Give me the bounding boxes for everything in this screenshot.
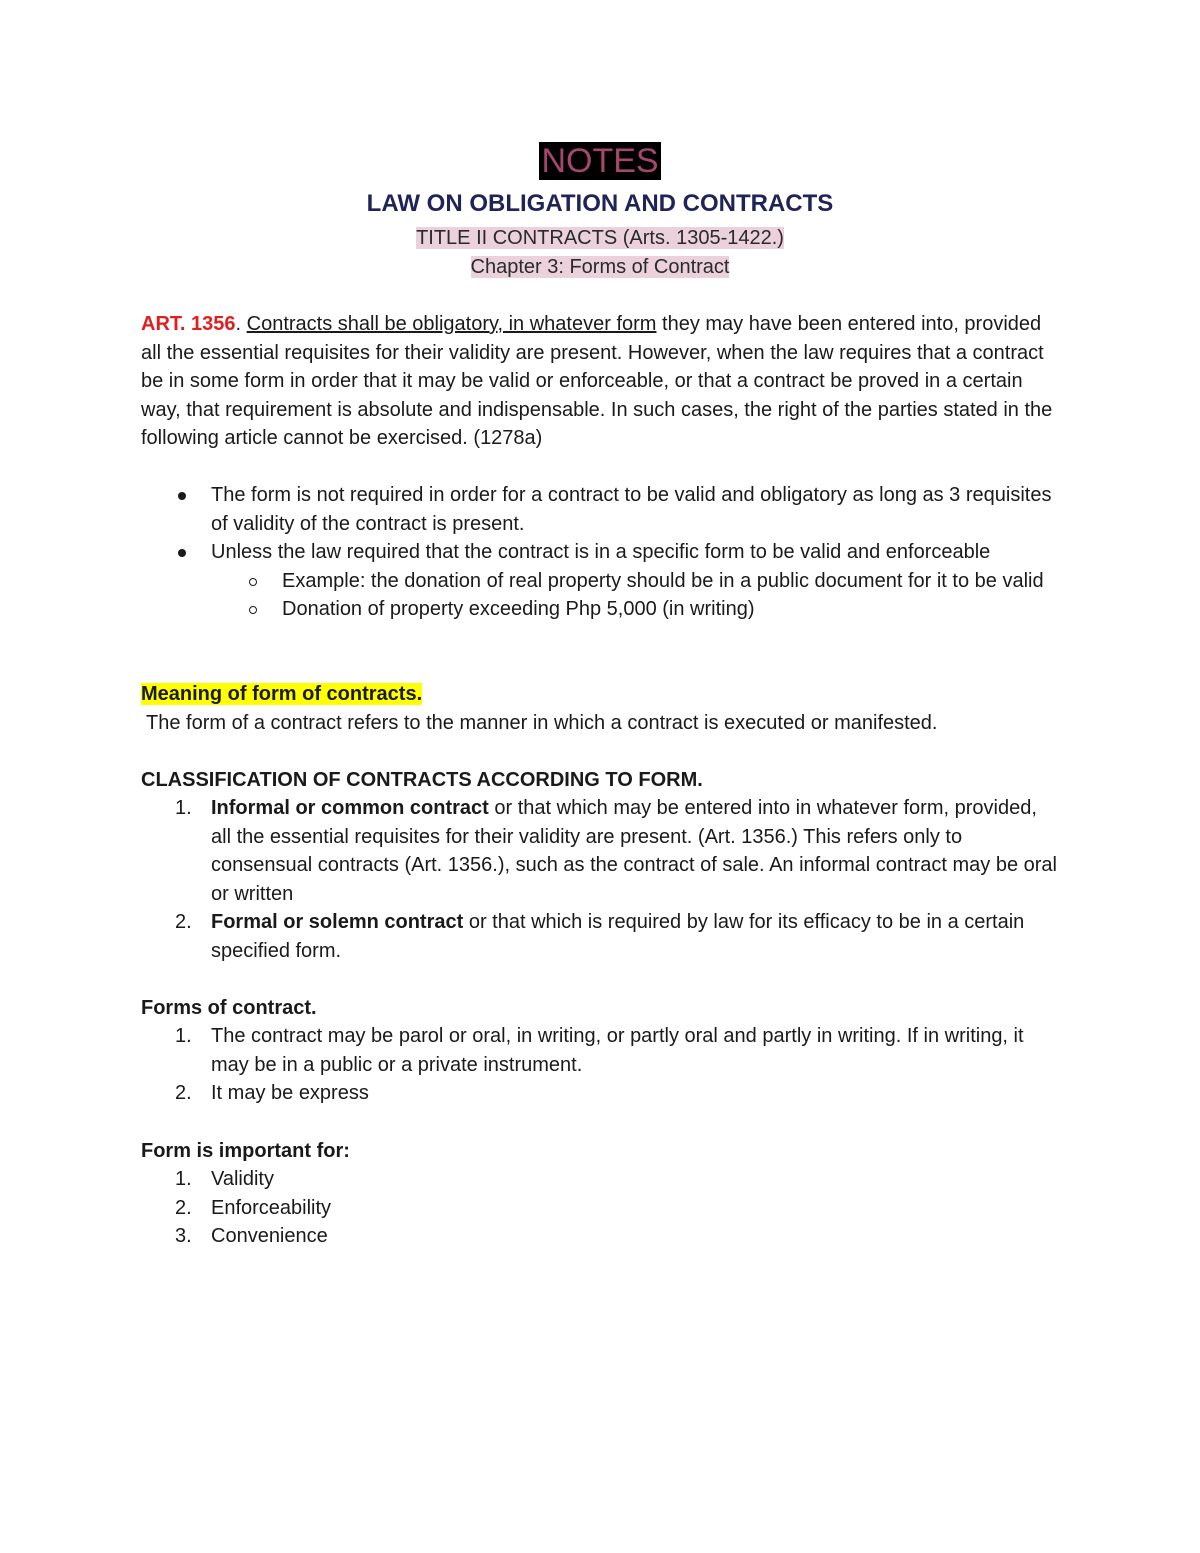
sub-bullet-text: Donation of property exceeding Php 5,000 (in writing) (282, 598, 755, 620)
list-item (141, 1194, 1061, 1223)
sub-bullet-text: Example: the donation of real property should be in a public document for it to be valid (282, 569, 1044, 592)
list-item (141, 908, 1061, 965)
list-number: 2. (175, 911, 192, 933)
meaning-heading (141, 680, 422, 708)
classification-list (141, 794, 1061, 965)
list-item-text: The contract may be parol or oral, in writing, or partly oral and partly in writing. If in writing, it may be in a public or a private instrument. (211, 1025, 1024, 1076)
list-number: 3. (175, 1225, 192, 1247)
notes-label (0, 141, 1200, 181)
list-item-term: Formal or solemn contract (211, 911, 464, 933)
list-item (141, 794, 1061, 908)
bullet-list (141, 481, 1061, 624)
list-number: 1. (175, 797, 192, 819)
title-subheading-text: TITLE II CONTRACTS (Arts. 1305-1422.) (416, 227, 784, 249)
article-text: they may have been entered into, provided all the essential requisites for their validity are present. However, when the law requires that a contract be in some form in order that it may be valid or enforceable, or that a contract be proved in a certain way, that requirement is absolute and indispensable. In such cases, the right of the parties stated in the following article cannot be exercised. (1278a) (141, 313, 1053, 449)
list-item-text: Validity (211, 1168, 274, 1190)
list-item (141, 1222, 1061, 1251)
meaning-heading-text: Meaning of form of contracts. (141, 683, 423, 705)
list-number: 1. (175, 1168, 192, 1190)
meaning-paragraph: The form of a contract refers to the manner in which a contract is executed or manifested. (146, 712, 938, 734)
notes-label-text: NOTES (541, 142, 659, 180)
forms-heading: Forms of contract. (141, 997, 317, 1019)
classification-heading: CLASSIFICATION OF CONTRACTS ACCORDING TO FORM. (141, 769, 703, 791)
circle-bullet-icon (249, 578, 257, 586)
chapter-heading-text: Chapter 3: Forms of Contract (470, 256, 730, 278)
title-subheading (0, 224, 1200, 252)
bullet-item (141, 481, 1061, 538)
sub-bullet-list (211, 567, 1061, 624)
list-item-text: It may be express (211, 1082, 369, 1104)
list-item (141, 1022, 1061, 1079)
list-number: 2. (175, 1196, 192, 1219)
bullet-dot-icon (178, 549, 186, 557)
chapter-heading (0, 253, 1200, 281)
document-title: LAW ON OBLIGATION AND CONTRACTS (366, 190, 834, 217)
list-item-text: or that which is required by law for its efficacy to be in a certain specified form. (211, 911, 1025, 962)
bullet-item (141, 538, 1061, 624)
list-item-text: or that which may be entered into in whatever form, provided, all the essential requisites for their validity are present. (Art. 1356.) This refers only to consensual contracts (Art. 1356.), such as the contract of sale. An informal contract may be oral or written (211, 797, 1057, 905)
list-item-text: Convenience (211, 1225, 328, 1247)
list-item (141, 1079, 1061, 1108)
article-paragraph (141, 310, 1061, 453)
list-number: 2. (175, 1082, 192, 1104)
bullet-text: Unless the law required that the contract is in a specific form to be valid and enforceable (211, 541, 991, 563)
list-item-text: Enforceability (211, 1196, 332, 1219)
circle-bullet-icon (249, 606, 257, 614)
importance-heading: Form is important for: (141, 1140, 350, 1162)
importance-list (141, 1165, 1061, 1251)
list-number: 1. (175, 1025, 192, 1047)
list-item (141, 1165, 1061, 1194)
forms-list (141, 1022, 1061, 1108)
list-item-term: Informal or common contract (211, 797, 489, 819)
article-number: ART. 1356 (141, 313, 236, 335)
article-period: . (235, 313, 247, 335)
bullet-text: The form is not required in order for a contract to be valid and obligatory as long as 3 requisites of validity of the contract is present. (211, 484, 1052, 535)
bullet-dot-icon (178, 492, 186, 500)
article-underlined-text: Contracts shall be obligatory, in whatever form (246, 313, 657, 335)
sub-bullet-item (211, 567, 1061, 596)
sub-bullet-item (211, 595, 1061, 624)
